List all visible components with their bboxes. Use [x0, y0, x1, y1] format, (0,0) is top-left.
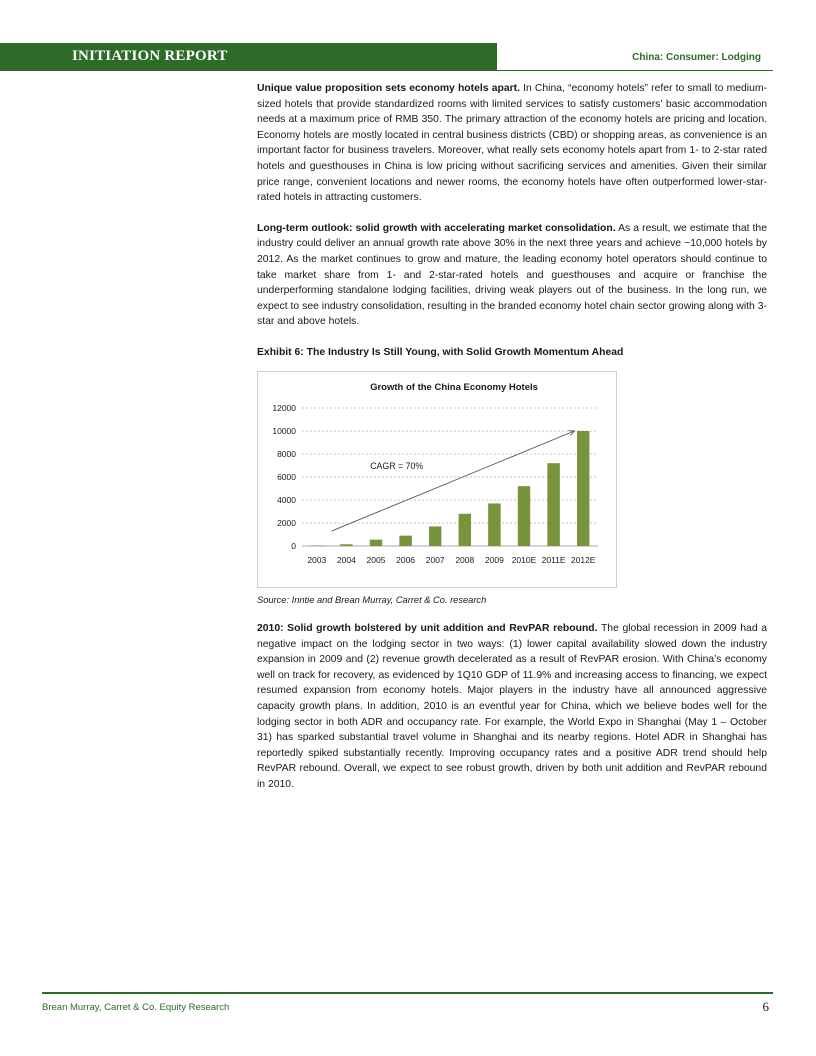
sector-label: China: Consumer: Lodging	[632, 52, 761, 63]
chart-container	[257, 371, 617, 588]
chart-title: Growth of the China Economy Hotels	[370, 381, 538, 393]
bar	[459, 513, 471, 545]
paragraph-value-proposition	[257, 81, 767, 206]
x-tick-label: 2003	[307, 554, 327, 565]
paragraph-lead: Unique value proposition sets economy hotels apart.	[257, 83, 520, 94]
trend-arrow-line	[332, 431, 575, 531]
y-tick-label: 6000	[277, 471, 296, 482]
x-tick-label: 2010E	[511, 554, 537, 565]
x-tick-label: 2006	[396, 554, 416, 565]
x-tick-label: 2004	[336, 554, 356, 565]
bar	[370, 539, 382, 545]
cagr-annotation: CAGR = 70%	[370, 460, 424, 471]
bar	[311, 545, 323, 546]
bar	[399, 535, 411, 545]
x-tick-label: 2005	[366, 554, 386, 565]
main-content	[257, 81, 767, 808]
y-tick-label: 8000	[277, 448, 296, 459]
paragraph-2010-growth	[257, 621, 767, 793]
exhibit-source: Source: Inntie and Brean Murray, Carret & Co. research	[257, 594, 487, 605]
y-tick-label: 12000	[272, 402, 296, 413]
paragraph-long-term-outlook	[257, 221, 767, 330]
paragraph-lead: 2010: Solid growth bolstered by unit addition and RevPAR rebound.	[257, 623, 598, 635]
x-tick-label: 2008	[455, 554, 475, 565]
paragraph-body: As a result, we estimate that the industry could deliver an annual growth rate above 30% in the next three years and achieve ~10,000 hotels by 2012. As the market continues to grow and mature, the leading economy hotel operators should continue to take market share from 1- and 2-star-rated hotels and guesthouses and acquire or franchise the underperforming standalone lodging facilities, driving weak players out of the business. In the long run, we expect to see industry consolidation, resulting in the branded economy hotel chain sector growing along with 3-star and above hotels.	[257, 222, 767, 328]
y-tick-label: 4000	[277, 494, 296, 505]
x-tick-label: 2011E	[541, 554, 566, 565]
x-tick-label: 2009	[484, 554, 504, 565]
x-tick-label: 2012E	[570, 554, 596, 565]
bar	[488, 503, 500, 546]
footer-firm: Brean Murray, Carret & Co. Equity Research	[42, 1002, 230, 1013]
header-band	[0, 43, 497, 71]
bar	[518, 486, 530, 546]
page-number: 6	[762, 999, 769, 1014]
footer-rule	[42, 992, 773, 994]
y-tick-label: 0	[291, 540, 296, 551]
y-tick-label: 10000	[272, 425, 296, 436]
header-rule	[497, 70, 773, 71]
y-tick-label: 2000	[277, 517, 296, 528]
paragraph-body: The global recession in 2009 had a negative impact on the lodging sector in two ways: (1) lower capital availability slowed down the industry expansion in 2009 and (2) revenue growth decelerated as a result of RevPAR erosion. With China’s economy well on track for recovery, as evidenced by 1Q10 GDP of 11.9% and increasing access to financing, we expect resumed expansion from economy hotels. Major players in the industry have all announced aggressive capacity growth plans. In addition, 2010 is an eventful year for China, which we believe bodes well for the lodging sector in both ADR and occupancy rate. For example, the World Expo in Shanghai (May 1 – October 31) has sparked substantial travel volume in Shanghai and its nearby regions. Hotel ADR in Shanghai has reportedly spiked substantially recently. Improving occupancy rates and a positive ADR trend should help RevPAR rebound. Overall, we expect to see robust growth, driven by both unit addition and RevPAR rebound in 2010.	[257, 623, 767, 791]
x-tick-label: 2007	[425, 554, 445, 565]
bar	[577, 431, 589, 546]
report-label: INITIATION REPORT	[72, 48, 228, 64]
bar	[340, 544, 352, 546]
bar	[547, 463, 559, 546]
bar	[429, 526, 441, 546]
exhibit-title: Exhibit 6: The Industry Is Still Young, with Solid Growth Momentum Ahead	[257, 346, 624, 358]
bar-chart	[258, 372, 616, 587]
paragraph-lead: Long-term outlook: solid growth with accelerating market consolidation.	[257, 222, 616, 234]
paragraph-body: In China, “economy hotels” refer to small to medium-sized hotels that provide standardized rooms with limited services to satisfy customers’ basic accommodation needs at a maximum price of RMB 350. The primary attraction of the economy hotels are pricing and location. Economy hotels are mostly located in central business districts (CBD) or shopping areas, as convenience is an important factor for business travelers. Moreover, what really sets economy hotels apart from 1- to 2-star rated hotels and guesthouses in China is low pricing without sacrificing services and amenities. Given their similar price range, convenient locations and newer rooms, the economy hotels have often outperformed lower-star-rated hotels in attracting customers.	[257, 83, 767, 204]
